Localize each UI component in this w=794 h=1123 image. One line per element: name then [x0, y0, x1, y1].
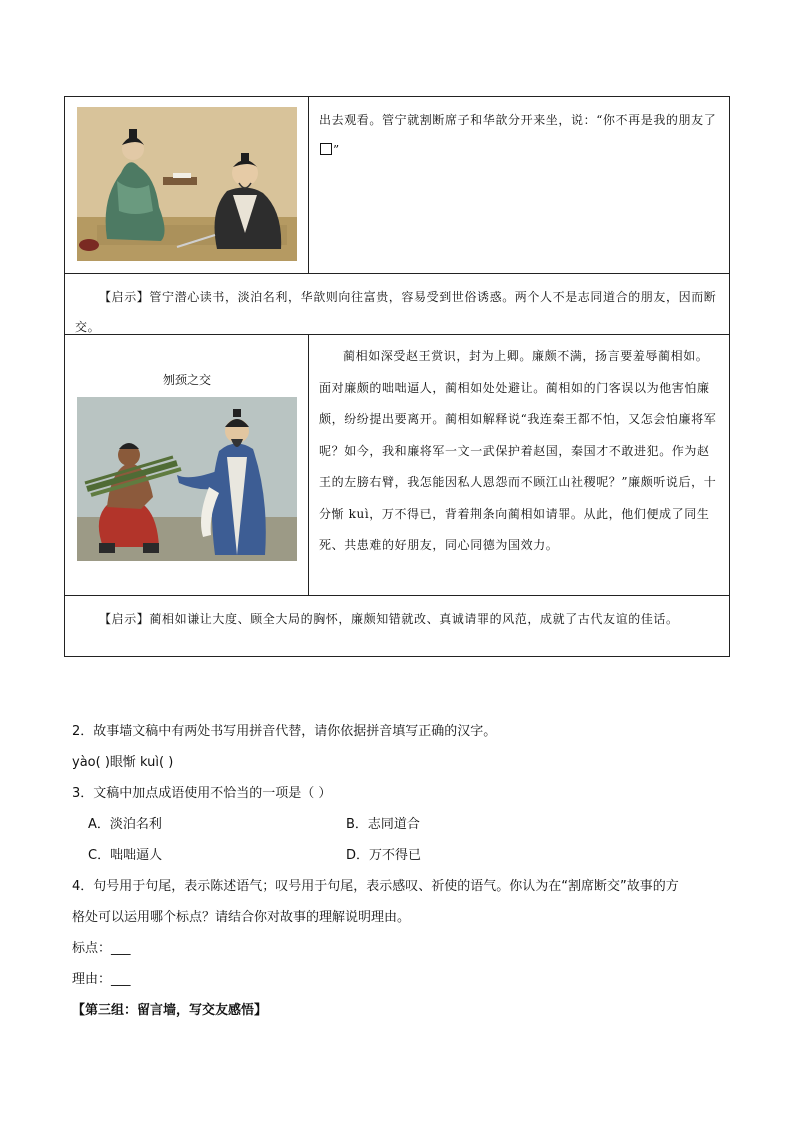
story2-image-cell [65, 335, 309, 596]
note2-cell [65, 596, 730, 657]
story1-text: 出去观看。管宁就割断席子和华歆分开来坐，说：“你不再是我的朋友了 [319, 113, 717, 127]
punctuation-answer-line[interactable]: 标点：___ [72, 941, 131, 956]
question-4: 4．句号用于句尾，表示陈述语气；叹号用于句尾，表示感叹、祈使的语气。你认为在“割席断交”故事的方 [72, 879, 679, 894]
story-wall-table [64, 96, 730, 657]
questions-section [72, 716, 732, 1026]
story2-text-cell [309, 335, 730, 596]
story2-text: 蔺相如深受赵王赏识，封为上卿。廉颇不满，扬言要羞辱蔺相如。面对廉颇的咄咄逼人，蔺相如处处避让。蔺相如的门客误以为他害怕廉颇，纷纷提出要离开。蔺相如解释说“我连秦王都不怕，又怎会怕廉将军呢？如今，我和廉将军一文一武保护着赵国，秦国才不敢进犯。作为赵王的左膀右臂，我怎能因私人恩怨而不顾江山社稷呢？”廉颇听说后，十分惭 kuì，万不得已，背着荆条向蔺相如请罪。从此，他们便成了同生死、共患难的好朋友，同心同德为国效力。 [319, 349, 717, 552]
note1-text: 【启示】管宁潜心读书，淡泊名利，华歆则向往富贵，容易受到世俗诱惑。两个人不是志同道合的朋友，因而断交。 [75, 290, 717, 334]
story1-close-quote: ” [333, 143, 340, 157]
question-2-pinyin-blanks[interactable]: yào( )眼惭 kuì( ) [72, 755, 174, 770]
story1-image-cell [65, 97, 309, 274]
option-c[interactable]: C．咄咄逼人 [88, 848, 163, 863]
section-3-heading: 【第三组：留言墙，写交友感悟】 [72, 1003, 268, 1018]
question-2: 2．故事墙文稿中有两处书写用拼音代替，请你依据拼音填写正确的汉字。 [72, 724, 497, 739]
scholars-painting-image [77, 107, 297, 261]
option-a[interactable]: A．淡泊名利 [88, 817, 162, 832]
question-3: 3．文稿中加点成语使用不恰当的一项是（ ） [72, 786, 332, 801]
option-d[interactable]: D．万不得已 [346, 848, 422, 863]
question-3-options-row-2 [72, 840, 732, 871]
note2-text: 【启示】蔺相如谦让大度、顾全大局的胸怀，廉颇知错就改、真诚请罪的风范，成就了古代友谊的佳话。 [99, 612, 679, 626]
option-b[interactable]: B．志同道合 [346, 817, 420, 832]
question-4-continued: 格处可以运用哪个标点？请结合你对故事的理解说明理由。 [72, 910, 411, 925]
question-3-options-row-1 [72, 809, 732, 840]
lianpo-apology-image [77, 397, 297, 561]
story2-caption: 刎颈之交 [162, 373, 211, 387]
answer-box [320, 143, 332, 155]
reason-answer-line[interactable]: 理由：___ [72, 972, 131, 987]
note1-cell [65, 274, 730, 335]
story1-text-cell [309, 97, 730, 274]
